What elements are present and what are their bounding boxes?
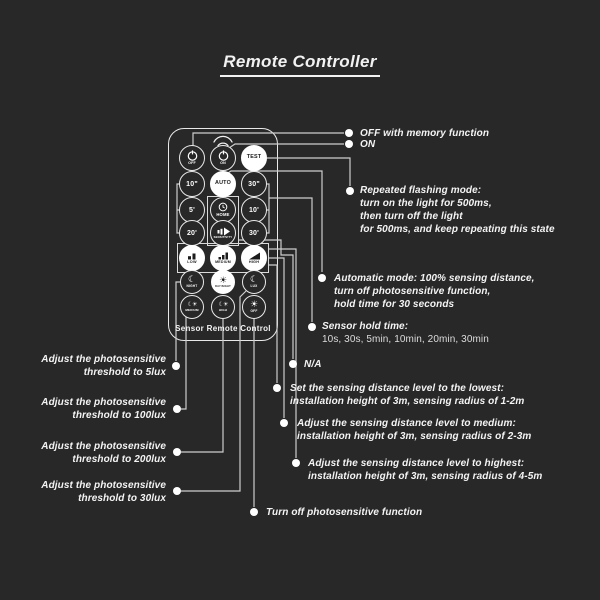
callout-distance-highest	[308, 457, 542, 483]
callout-on	[360, 138, 375, 151]
page-title-text: Remote Controller	[220, 52, 379, 77]
callout-text-line: Adjust the photosensitive	[41, 441, 166, 452]
button-label: 10"	[186, 180, 198, 188]
callout-text-line: then turn off the light	[360, 211, 463, 222]
callout-bullet	[173, 448, 181, 456]
power-icon	[186, 150, 199, 161]
button-label: MEDIUM	[215, 259, 231, 264]
button-label: OFF	[188, 161, 196, 166]
callout-text-line: turn on the light for 500ms,	[360, 198, 492, 209]
callout-text-line: hold time for 30 seconds	[334, 299, 455, 310]
button-label: 30'	[248, 229, 260, 237]
callout-bullet	[273, 384, 281, 392]
callout-bullet	[318, 274, 326, 282]
moon-icon: ☾	[249, 274, 259, 285]
callout-bullet	[345, 129, 353, 137]
callout-automatic	[334, 272, 535, 311]
button-label: SENSITIVITY	[213, 235, 233, 239]
button-label: AUTO	[215, 180, 231, 187]
callout-text-line: turn off photosensitive function,	[334, 286, 491, 297]
sun-icon: ☀	[218, 274, 228, 285]
button-label: OFF	[250, 309, 258, 314]
callout-off-memory	[360, 127, 489, 140]
auto-button[interactable]	[210, 171, 236, 197]
callout-bullet	[173, 405, 181, 413]
callout-text-line: Adjust the sensing distance level to highest:	[308, 458, 525, 469]
callout-bullet	[172, 362, 180, 370]
off-button[interactable]	[179, 145, 205, 171]
callout-photosensitive-off	[266, 506, 422, 519]
callout-na	[304, 358, 322, 371]
callout-text-line: threshold to 100lux	[72, 410, 166, 421]
page-title	[0, 52, 600, 77]
clock-icon	[218, 202, 228, 212]
button-label: HIGH	[248, 259, 260, 264]
on-button[interactable]	[210, 145, 236, 171]
callout-text-line: Turn off photosensitive function	[266, 507, 423, 518]
button-label: 30"	[248, 180, 260, 188]
callout-text-line: Adjust the photosensitive	[41, 480, 166, 491]
callout-bullet	[346, 187, 354, 195]
button-label: 10'	[248, 206, 260, 214]
button-label: 5'	[189, 206, 195, 214]
button-label: ON	[220, 161, 226, 166]
callout-line-lux200	[181, 319, 223, 452]
callout-bullet	[173, 487, 181, 495]
night-threshold-button[interactable]	[180, 270, 204, 294]
callout-line-test	[267, 158, 350, 186]
callout-lux30	[28, 479, 166, 505]
distance-high-button[interactable]	[241, 245, 267, 271]
callout-text-line: Set the sensing distance level to the lowest:	[290, 383, 504, 394]
callout-distance-medium	[297, 417, 531, 443]
hold-20min-button[interactable]	[179, 220, 205, 246]
callout-text-line: Adjust the photosensitive	[41, 397, 166, 408]
callout-bullet	[289, 360, 297, 368]
button-label: DAY/NIGHT	[215, 284, 231, 288]
lux-threshold-button[interactable]	[242, 270, 266, 294]
hold-30s-button[interactable]	[241, 171, 267, 197]
callout-bullet	[250, 508, 258, 516]
sun-icon: ☀	[249, 299, 259, 310]
callout-text-line: threshold to 5lux	[83, 367, 166, 378]
callout-line-hold-time	[269, 198, 312, 322]
hold-30min-button[interactable]	[241, 220, 267, 246]
callout-text-line: 10s, 30s, 5min, 10min, 20min, 30min	[322, 334, 489, 345]
high-wedge-icon	[249, 252, 260, 260]
callout-text-line: Automatic mode: 100% sensing distance,	[334, 273, 535, 284]
moon-sun-icon: ☾☀	[187, 302, 197, 308]
callout-bullet	[308, 323, 316, 331]
moon-sun-icon: ☾☀	[218, 302, 228, 308]
medium-threshold-button[interactable]	[180, 295, 204, 319]
photosensitive-off-button[interactable]	[242, 295, 266, 319]
button-label: HIGH	[218, 308, 228, 312]
hold-10s-button[interactable]	[179, 171, 205, 197]
distance-low-button[interactable]	[179, 245, 205, 271]
callout-text-line: installation height of 3m, sensing radius of 2-3m	[297, 431, 532, 442]
medium-bars-icon	[218, 252, 229, 260]
button-label: LOW	[187, 259, 197, 264]
callout-text-line: installation height of 3m, sensing radius of 4-5m	[308, 471, 543, 482]
button-label: TEST	[246, 154, 262, 161]
callout-hold-time	[322, 320, 489, 346]
callout-text-line: threshold to 30lux	[78, 493, 166, 504]
sensitivity-button[interactable]	[210, 220, 236, 246]
moon-icon: ☾	[187, 274, 197, 285]
day-night-button[interactable]	[211, 270, 235, 294]
callout-text-line: Adjust the photosensitive	[41, 354, 166, 365]
callout-line-lux30	[181, 291, 246, 491]
callout-lux200	[28, 440, 166, 466]
high-threshold-button[interactable]	[211, 295, 235, 319]
arrow-bars-icon	[217, 227, 230, 236]
power-icon	[217, 150, 230, 161]
callout-text-line: N/A	[304, 359, 322, 370]
button-label: 20'	[186, 229, 198, 237]
callout-bullet	[292, 459, 300, 467]
button-label: NIGHT	[186, 284, 198, 289]
callout-line-lux5	[176, 282, 181, 361]
callout-bullet	[280, 419, 288, 427]
callout-text-line: Repeated flashing mode:	[360, 185, 482, 196]
callout-distance-lowest	[290, 382, 524, 408]
callout-lux100	[28, 396, 166, 422]
callout-bullet	[345, 140, 353, 148]
callout-text-line: threshold to 200lux	[72, 454, 166, 465]
remote-footer-label: Sensor Remote Control	[175, 324, 271, 333]
callout-flashing	[360, 184, 555, 236]
test-button[interactable]	[241, 145, 267, 171]
callout-text-line: OFF with memory function	[360, 128, 490, 139]
callout-text-line: Adjust the sensing distance level to medium:	[297, 418, 516, 429]
button-label: LUX	[250, 284, 258, 289]
distance-medium-button[interactable]	[210, 245, 236, 271]
button-label: HOME	[216, 212, 230, 218]
low-bars-icon	[187, 252, 198, 260]
callout-text-line: for 500ms, and keep repeating this state	[360, 224, 555, 235]
callout-text-line: Sensor hold time:	[322, 321, 409, 332]
button-label: MEDIUM	[185, 308, 199, 312]
callout-lux5	[28, 353, 166, 379]
callout-text-line: installation height of 3m, sensing radius of 1-2m	[290, 396, 525, 407]
callout-text-line: ON	[360, 139, 376, 150]
